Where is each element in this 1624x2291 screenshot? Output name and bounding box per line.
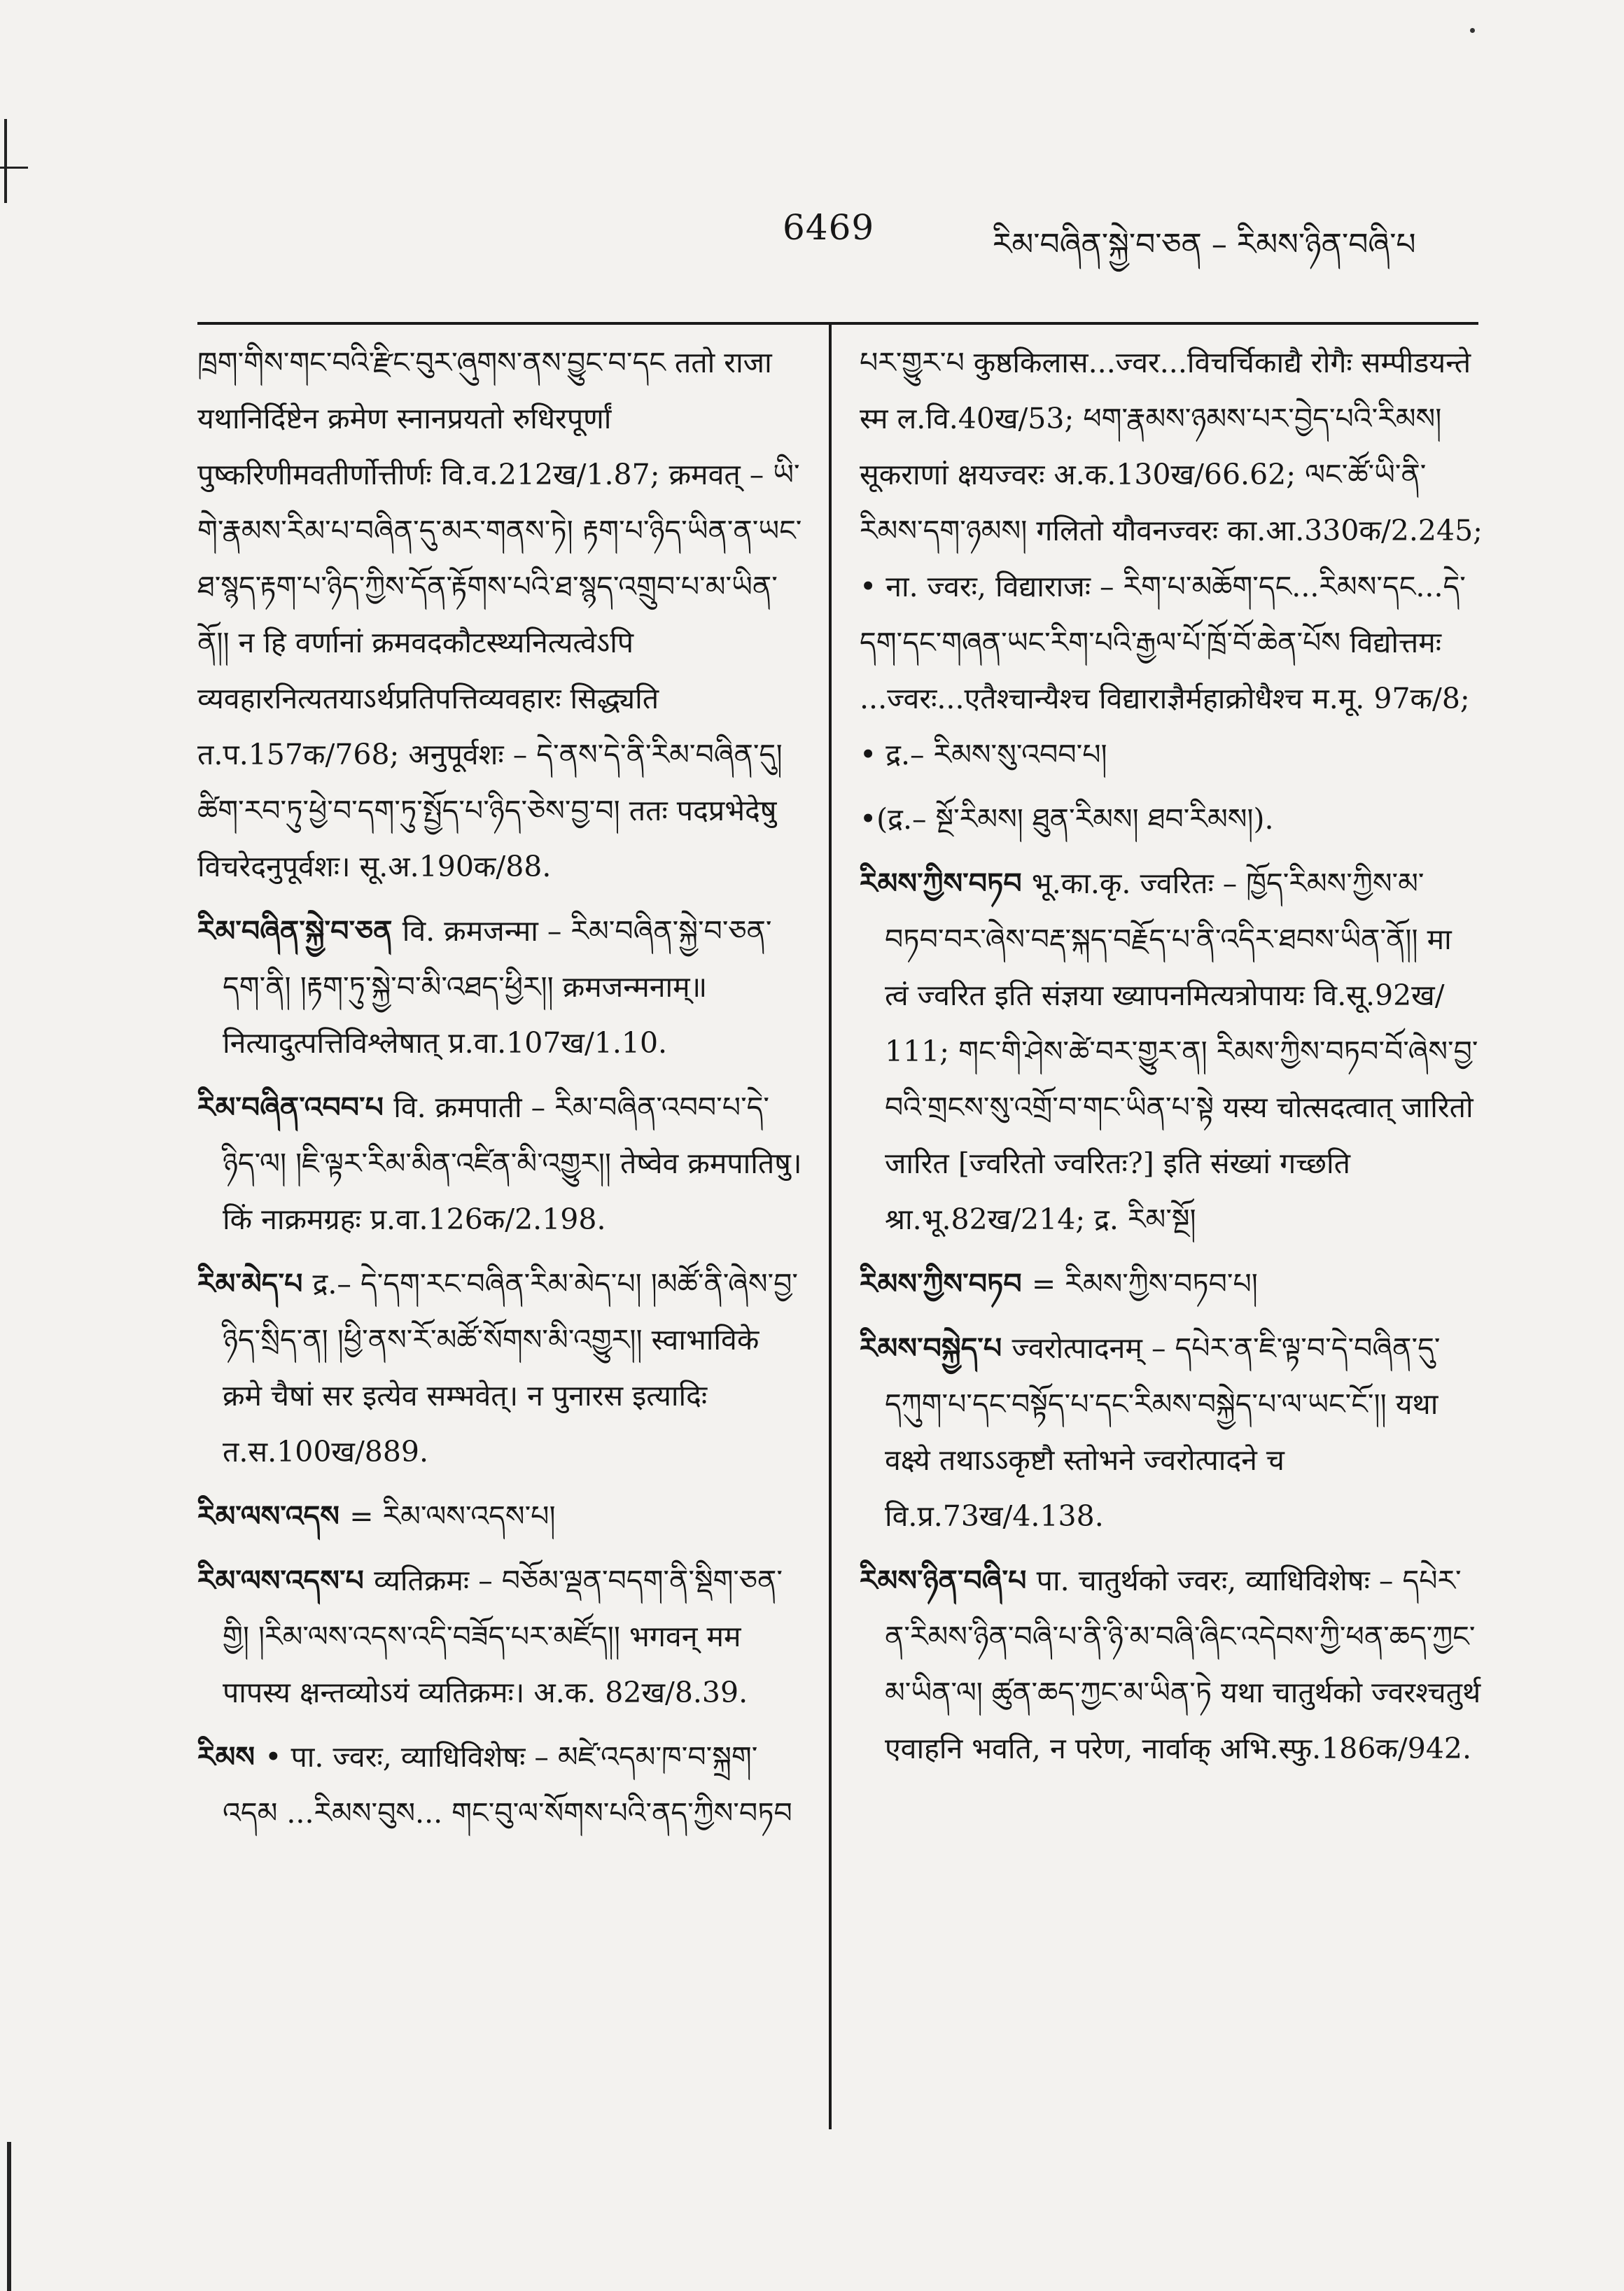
dictionary-entry (197, 1488, 806, 1544)
dictionary-entry (860, 1553, 1483, 1777)
column-divider (829, 323, 832, 2129)
dictionary-entry (860, 855, 1483, 1247)
binding-mark-top (4, 119, 7, 203)
binding-mark-bottom (7, 2142, 11, 2291)
entry-headword: རིམས་བསྐྱེད་པ (860, 1331, 1012, 1365)
entry-headword: རིམ་མེད་པ (197, 1267, 313, 1301)
entry-text: वि. क्रमपाती – རིམ་བཞིན་འབབ་པ་དེ་ཉིད་ལ། །ཇི་ལྟར་རིམ་མིན་འཛིན་མི་འགྱུར།། तेष्वेव क्रमपातिषु। किं नाक्रमग्रहः प्र.वा.126क/2.198. (223, 1091, 802, 1236)
dictionary-entry (197, 1256, 806, 1480)
right-column (860, 335, 1483, 1785)
dictionary-entry (197, 1079, 806, 1247)
page-number: 6469 (783, 207, 875, 248)
dictionary-entry (860, 791, 1483, 847)
entry-text: ཁྲག་གིས་གང་བའི་རྫིང་བུར་ཞུགས་ནས་བྱུང་བ་དང ततो राजा यथानिर्दिष्टेन क्रमेण स्नानप्रयतो रुधिरपूर्णां पुष्करिणीमवतीर्णोत्तीर्णः वि.व.212ख/1.87; क्रमवत् – ཡི་གེ་རྣམས་རིམ་པ་བཞིན་དུ་མར་གནས་ཏེ། རྟག་པ་ཉིད་ཡིན་ན་ཡང་ཐ་སྙད་རྟག་པ་ཉིད་ཀྱིས་དོན་རྟོགས་པའི་ཐ་སྙད་འགྲུབ་པ་མ་ཡིན་ནོ།། न हि वर्णानां क्रमवदकौटस्थ्यनित्यत्वेऽपि व्यवहारनित्यतयाऽर्थप्रतिपत्तिव्यवहारः सिद्ध्यति त.प.157क/768; अनुपूर्वशः – དེ་ནས་དེ་ནི་རིམ་བཞིན་དུ། ཚིག་རབ་ཏུ་ཕྱེ་བ་དག་ཏུ་སྤྱོད་པ་ཉིད་ཅེས་བྱ་བ། ततः पदप्रभेदेषु विचरेदनुपूर्वशः। सू.अ.190क/88. (197, 346, 802, 883)
entry-text: पा. चातुर्थको ज्वरः, व्याधिविशेषः – དཔེར་ན་རིམས་ཉིན་བཞི་པ་ནི་ཉི་མ་བཞི་ཞིང་འདེབས་ཀྱི་ཕན་ཆད་ཀྱང་མ་ཡིན་ལ། ཚུན་ཆད་ཀྱང་མ་ཡིན་ཏེ यथा चातुर्थको ज्वरश्चतुर्थ एवाहनि भवति, न परेण, नार्वाक् अभि.स्फु.186क/942. (885, 1564, 1481, 1765)
dictionary-entry (197, 335, 806, 895)
entry-headword: རིམས་ཉིན་བཞི་པ (860, 1564, 1037, 1597)
stray-dot (1470, 28, 1475, 33)
dictionary-entry (860, 1256, 1483, 1312)
binding-tick (0, 167, 28, 169)
running-head: རིམ་བཞིན་སྐྱེ་བ་ཅན – རིམས་ཉིན་བཞི་པ (993, 227, 1416, 262)
dictionary-entry (197, 1729, 806, 1841)
entry-text: द्र.– དེ་དག་རང་བཞིན་རིམ་མེད་པ། །མཚོ་ནི་ཞེས་བྱ་ཉིད་སྲིད་ན། །ཕྱི་ནས་རོ་མཚོ་སོགས་མི་འགྱུར།། स्वाभाविके क्रमे चैषां सर इत्येव सम्भवेत्। न पुनारस इत्यादिः त.स.100ख/889. (223, 1267, 799, 1469)
entry-text: ज्वरोत्पादनम् – དཔེར་ན་ཇི་ལྟ་བ་དེ་བཞིན་དུ་དཀུག་པ་དང་བསྟོད་པ་དང་རིམས་བསྐྱེད་པ་ལ་ཡང་ངོ་།། यथा वक्ष्ये तथाऽऽकृष्टौ स्तोभने ज्वरोत्पादने च वि.प्र.73ख/4.138. (885, 1331, 1441, 1533)
entry-text: वि. क्रमजन्मा – རིམ་བཞིན་སྐྱེ་བ་ཅན་དག་ནི། །རྟག་ཏུ་སྐྱེ་བ་མི་འཐད་ཕྱིར།། क्रमजन्मनाम्॥ नित्यादुत्पत्तिविश्लेषात् प्र.वा.107ख/1.10. (223, 914, 772, 1060)
entry-headword: རིམ་བཞིན་འབབ་པ (197, 1091, 394, 1124)
dictionary-entry (860, 1320, 1483, 1544)
entry-headword: རིམ་ལས་འདས (197, 1499, 350, 1533)
header-rule (197, 322, 1478, 325)
entry-headword: རིམས་ཀྱིས་བཏབ (860, 867, 1032, 900)
entry-headword: རིམ་ལས་འདས་པ (197, 1564, 374, 1597)
entry-text: व्यतिक्रमः – བཅོམ་ལྡན་བདག་ནི་སྡིག་ཅན་གྱི། །རིམ་ལས་འདས་འདི་བཟོད་པར་མཛོད།། भगवन् मम पापस्य क्षन्तव्योऽयं व्यतिक्रमः। अ.क. 82ख/8.39. (223, 1564, 783, 1709)
left-column (197, 335, 806, 1849)
entry-text: = རིམ་ལས་འདས་པ། (349, 1499, 556, 1533)
entry-text: པར་གྱུར་པ कुष्ठकिलास...ज्वर...विचर्चिकाद्यै रोगैः सम्पीडयन्ते स्म ल.वि.40ख/53; ཕག་རྣམས་ཉམས་པར་བྱེད་པའི་རིམས། सूकराणां क्षयज्वरः अ.क.130ख/66.62; ལང་ཚོ་ཡི་ནི་རིམས་དག་ཉམས། गलितो यौवनज्वरः का.आ.330क/2.245; • ना. ज्वरः, विद्याराजः – རིག་པ་མཆོག་དང...རིམས་དང...དེ་དག་དང་གཞན་ཡང་རིག་པའི་རྒྱལ་པོ་ཁྲོ་བོ་ཆེན་པོས विद्योत्तमः ...ज्वरः...एतैश्चान्यैश्च विद्याराज्ञैर्महाक्रोधैश्च म.मू. 97क/8; • द्र.– རིམས་སུ་འབབ་པ། (860, 346, 1483, 771)
entry-text: • पा. ज्वरः, व्याधिविशेषः – མཛེ་འདམ་ཁ་བ་སྐྲག་འདམ ...རིམས་བུས... གང་བུ་ལ་སོགས་པའི་ནད་ཀྱིས་བཏབ (223, 1740, 792, 1830)
entry-headword: རིམས (197, 1740, 265, 1774)
dictionary-entry (860, 335, 1483, 783)
entry-headword: རིམ་བཞིན་སྐྱེ་བ་ཅན (197, 914, 402, 948)
dictionary-entry (197, 903, 806, 1071)
entry-text: •(द्र.– སྔོ་རིམས། ཐུན་རིམས། ཐབ་རིམས།). (860, 802, 1274, 836)
entry-headword: རིམས་ཀྱིས་བཏབ (860, 1267, 1032, 1301)
entry-text: भू.का.कृ. ज्वरितः – ཁྱོད་རིམས་ཀྱིས་མ་བཏབ་བར་ཞེས་བརྡ་སྐད་བརྗོད་པ་ནི་འདིར་ཐབས་ཡིན་ནོ།། मा त्वं ज्वरित इति संज्ञया ख्यापनमित्यत्रोपायः वि.सू.92ख/ 111; གང་གི་ཤེས་ཚེ་བར་གྱུར་ན། རིམས་ཀྱིས་བཏབ་བོ་ཞེས་བྱ་བའི་གྲངས་སུ་འགྲོ་བ་གང་ཡིན་པ་སྟེ यस्य चोत्सदत्वात् जारितो जारित [ज्वरितो ज्वरितः?] इति संख्यां गच्छति श्रा.भू.82ख/214; द्र. རིམ་སྔོ། (885, 867, 1478, 1236)
entry-text: = རིམས་ཀྱིས་བཏབ་པ། (1031, 1267, 1258, 1301)
dictionary-entry (197, 1553, 806, 1721)
